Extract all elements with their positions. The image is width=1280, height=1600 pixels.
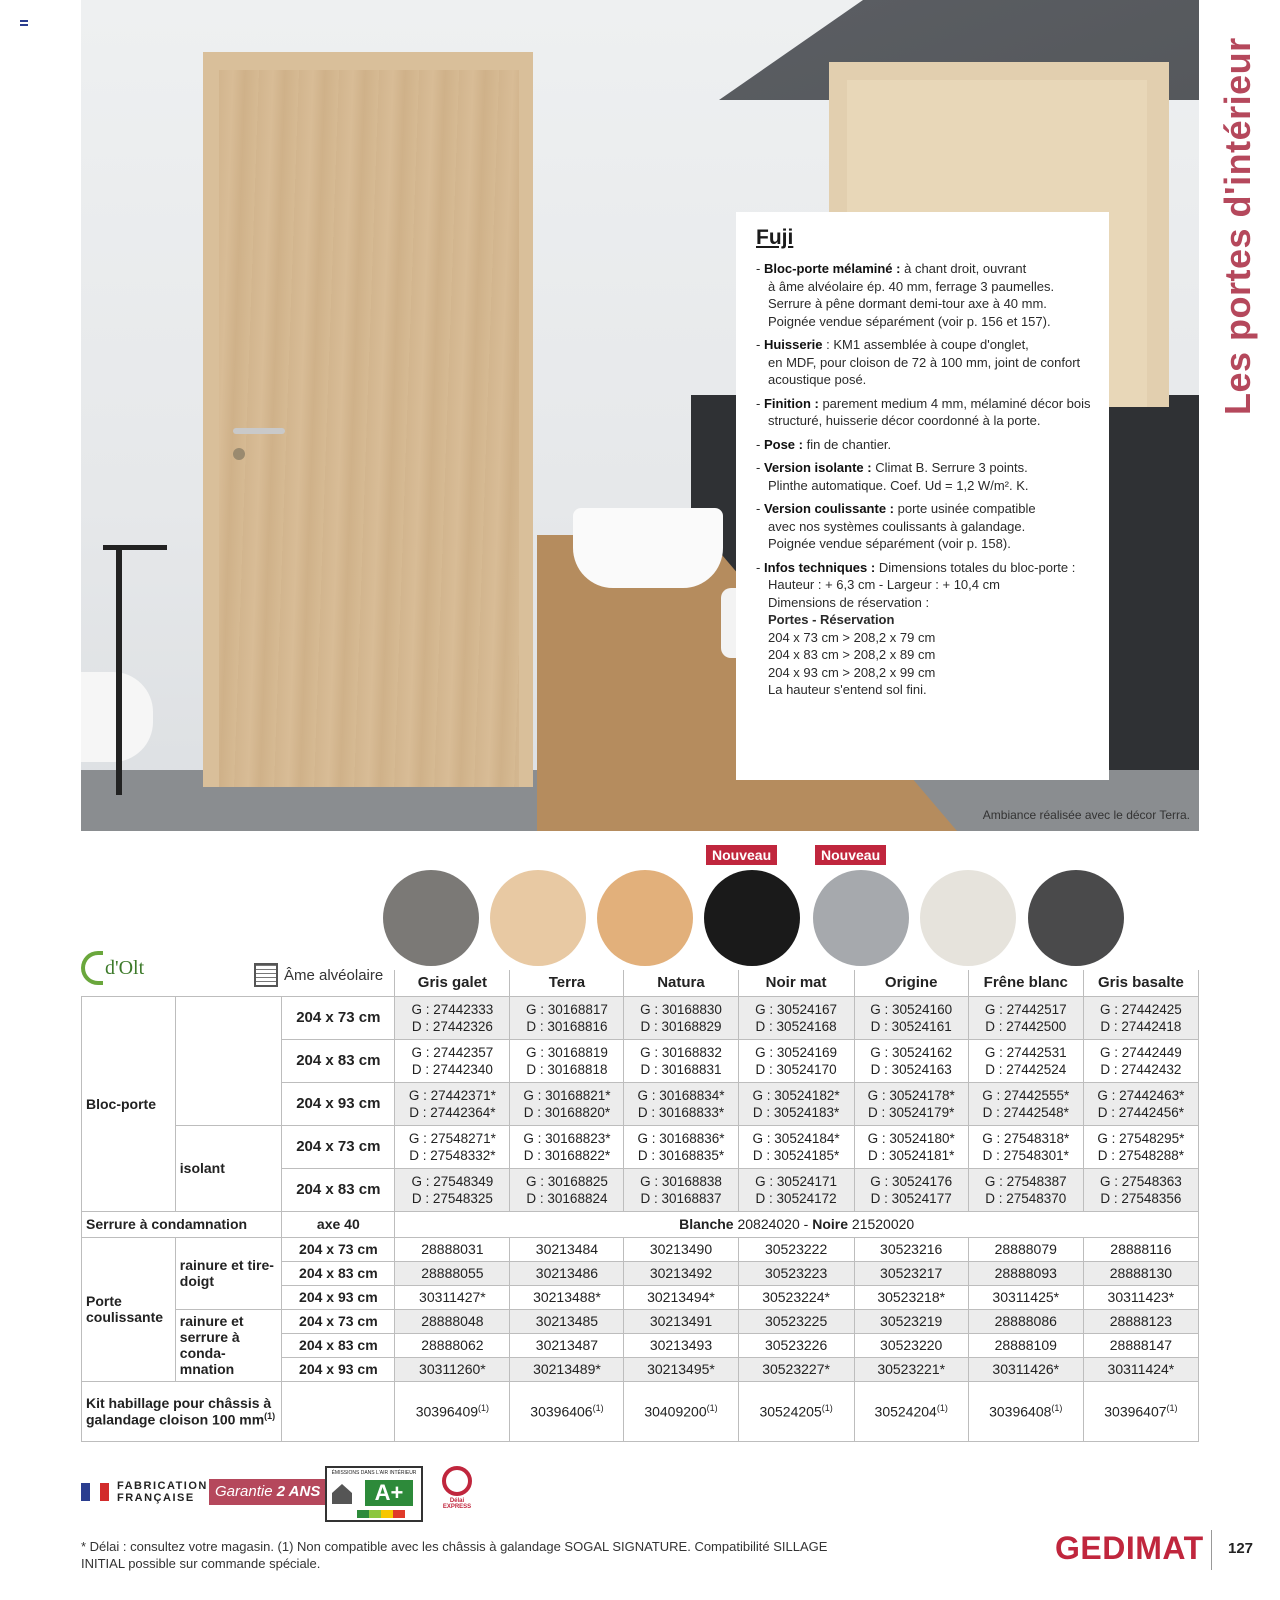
- reference-cell: 28888116: [1083, 1237, 1198, 1261]
- reference-cell: G : 27548387 D : 27548370: [968, 1168, 1083, 1211]
- nouveau-badge: Nouveau: [815, 845, 886, 865]
- table-row: [82, 996, 1199, 1039]
- reference-cell: 30311426*: [968, 1357, 1083, 1381]
- reference-cell: G : 30524178* D : 30524179*: [854, 1082, 968, 1125]
- swatch-frêne-blanc: [920, 870, 1016, 966]
- reference-cell: G : 30524180* D : 30524181*: [854, 1125, 968, 1168]
- reference-cell: 30213487: [510, 1333, 624, 1357]
- porte-coulissante-label: Porte coulissante: [82, 1237, 176, 1381]
- feature-item: - Huisserie : KM1 assemblée à coupe d'onglet, en MDF, pour cloison de 72 à 100 mm, joint de confort acoustique posé.: [756, 337, 1081, 387]
- reference-cell: 30213493: [624, 1333, 738, 1357]
- reference-cell: 30213492: [624, 1261, 738, 1285]
- dimension-cell: 204 x 83 cm: [282, 1168, 395, 1211]
- reference-cell: 30396407$^{(1)}$: [1083, 1381, 1198, 1441]
- reference-cell: G : 30524176 D : 30524177: [854, 1168, 968, 1211]
- reference-cell: G : 27442425 D : 27442418: [1083, 996, 1198, 1039]
- reference-cell: 30523223: [738, 1261, 854, 1285]
- reservation-line: 204 x 93 cm > 208,2 x 99 cm: [768, 664, 936, 680]
- reference-cell: G : 30168821* D : 30168820*: [510, 1082, 624, 1125]
- serrure-codes: Blanche 20824020 - Noire 21520020: [395, 1211, 1199, 1237]
- reference-cell: G : 30168823* D : 30168822*: [510, 1125, 624, 1168]
- rainure-serrure-label: rainure et serrure à conda-mnation: [175, 1309, 282, 1381]
- delai-express-badge: Délai EXPRESS: [441, 1466, 473, 1510]
- reference-cell: 30311423*: [1083, 1285, 1198, 1309]
- dimension-cell: 204 x 83 cm: [282, 1039, 395, 1082]
- reference-cell: 30523217: [854, 1261, 968, 1285]
- reference-cell: G : 27442555* D : 27442548*: [968, 1082, 1083, 1125]
- reference-cell: 30311424*: [1083, 1357, 1198, 1381]
- reference-cell: 30213486: [510, 1261, 624, 1285]
- feature-item: - Version coulissante : porte usinée compatible avec nos systèmes coulissants à galandage. Poignée vendue séparément (voir p. 158).: [756, 501, 1036, 551]
- reference-cell: 30523222: [738, 1237, 854, 1261]
- reference-cell: 28888048: [395, 1309, 510, 1333]
- reference-cell: G : 27548363 D : 27548356: [1083, 1168, 1198, 1211]
- reference-cell: 30311260*: [395, 1357, 510, 1381]
- table-row: [82, 1125, 1199, 1168]
- dimension-cell: 204 x 83 cm: [282, 1333, 395, 1357]
- reference-cell: G : 27548295* D : 27548288*: [1083, 1125, 1198, 1168]
- axe-cell: axe 40: [282, 1211, 395, 1237]
- reference-cell: 30213484: [510, 1237, 624, 1261]
- reference-cell: 30311425*: [968, 1285, 1083, 1309]
- french-flag-icon: [81, 1483, 109, 1501]
- reference-cell: G : 30524171 D : 30524172: [738, 1168, 854, 1211]
- swatch-natura: [597, 870, 693, 966]
- fabrication-francaise: FABRICATION FRANÇAISE: [81, 1480, 208, 1504]
- footnote: * Délai : consultez votre magasin. (1) Non compatible avec les châssis à galandage SOGAL SIGNATURE. Compatibilité SILLAGE INITIAL possible sur commande spéciale.: [81, 1539, 828, 1571]
- swatch-noir-mat: [704, 870, 800, 966]
- reference-cell: 30213488*: [510, 1285, 624, 1309]
- reference-cell: 30409200$^{(1)}$: [624, 1381, 738, 1441]
- reference-cell: 30213494*: [624, 1285, 738, 1309]
- dimension-cell: 204 x 93 cm: [282, 1357, 395, 1381]
- reference-cell: G : 30524167 D : 30524168: [738, 996, 854, 1039]
- reference-cell: G : 30168817 D : 30168816: [510, 996, 624, 1039]
- dimension-cell: 204 x 93 cm: [282, 1285, 395, 1309]
- ame-alveolaire-legend: Âme alvéolaire: [254, 963, 383, 987]
- product-name: Fuji: [756, 226, 794, 249]
- reference-cell: 28888093: [968, 1261, 1083, 1285]
- photo-caption: Ambiance réalisée avec le décor Terra.: [982, 808, 1190, 822]
- page-separator: [1211, 1530, 1212, 1570]
- reference-cell: G : 30168838 D : 30168837: [624, 1168, 738, 1211]
- section-title: Les portes d'intérieur: [1217, 37, 1258, 415]
- reference-cell: 28888031: [395, 1237, 510, 1261]
- reference-cell: 28888062: [395, 1333, 510, 1357]
- reference-table: [81, 970, 1199, 1442]
- reference-cell: G : 27442449 D : 27442432: [1083, 1039, 1198, 1082]
- flag-mark-icon: [20, 20, 28, 26]
- reference-cell: G : 27442517 D : 27442500: [968, 996, 1083, 1039]
- emission-scale: [357, 1510, 405, 1518]
- reference-cell: G : 27548318* D : 27548301*: [968, 1125, 1083, 1168]
- dimension-cell: 204 x 83 cm: [282, 1261, 395, 1285]
- reference-cell: G : 30168834* D : 30168833*: [624, 1082, 738, 1125]
- reference-cell: 30213485: [510, 1309, 624, 1333]
- reference-cell: G : 27442357 D : 27442340: [395, 1039, 510, 1082]
- reference-cell: G : 30168819 D : 30168818: [510, 1039, 624, 1082]
- reference-cell: 28888123: [1083, 1309, 1198, 1333]
- gedimat-logo: GEDIMAT: [1055, 1530, 1204, 1566]
- dimension-cell: 204 x 73 cm: [282, 1125, 395, 1168]
- reference-cell: 30213491: [624, 1309, 738, 1333]
- reference-cell: G : 27442531 D : 27442524: [968, 1039, 1083, 1082]
- garantie-badge: Garantie 2 ANS: [209, 1479, 326, 1505]
- reference-cell: G : 27548349 D : 27548325: [395, 1168, 510, 1211]
- table-row: [82, 1211, 1199, 1237]
- brand-logo: d'Olt: [81, 948, 161, 988]
- reference-cell: G : 30168836* D : 30168835*: [624, 1125, 738, 1168]
- decor-header: Noir mat: [738, 970, 854, 996]
- reference-cell: 30396408$^{(1)}$: [968, 1381, 1083, 1441]
- reference-cell: 30523218*: [854, 1285, 968, 1309]
- keyhole: [233, 448, 245, 460]
- reference-cell: 30396406$^{(1)}$: [510, 1381, 624, 1441]
- product-info-box: [736, 212, 1109, 780]
- nouveau-badge: Nouveau: [706, 845, 777, 865]
- reference-cell: 28888086: [968, 1309, 1083, 1333]
- reference-cell: G : 30524162 D : 30524163: [854, 1039, 968, 1082]
- isolant-label: isolant: [175, 1125, 282, 1211]
- reference-cell: 30523224*: [738, 1285, 854, 1309]
- reference-cell: 30523227*: [738, 1357, 854, 1381]
- swatch-origine: [813, 870, 909, 966]
- feature-item: - Finition : parement medium 4 mm, mélaminé décor bois structuré, huisserie décor coordonné à la porte.: [756, 395, 1091, 428]
- reference-cell: 28888079: [968, 1237, 1083, 1261]
- swatch-gris-galet: [383, 870, 479, 966]
- decor-header: Natura: [624, 970, 738, 996]
- reference-cell: G : 27548271* D : 27548332*: [395, 1125, 510, 1168]
- reservation-line: 204 x 73 cm > 208,2 x 79 cm: [768, 629, 936, 645]
- reference-cell: 28888130: [1083, 1261, 1198, 1285]
- swatch-terra: [490, 870, 586, 966]
- reference-cell: G : 27442463* D : 27442456*: [1083, 1082, 1198, 1125]
- reference-cell: 30213495*: [624, 1357, 738, 1381]
- reference-cell: G : 30524169 D : 30524170: [738, 1039, 854, 1082]
- kit-label: Kit habillage pour châssis à galandage cloison 100 $mm^{(1)}$: [82, 1381, 282, 1441]
- reference-cell: G : 30168830 D : 30168829: [624, 996, 738, 1039]
- reference-cell: G : 27442371* D : 27442364*: [395, 1082, 510, 1125]
- reference-cell: 30523221*: [854, 1357, 968, 1381]
- reference-cell: 30213490: [624, 1237, 738, 1261]
- table-row: [82, 1237, 1199, 1261]
- bloc-porte-label: Bloc-porte: [82, 996, 176, 1211]
- reference-cell: 30396409$^{(1)}$: [395, 1381, 510, 1441]
- decor-header: Frêne blanc: [968, 970, 1083, 996]
- reference-cell: 30524205$^{(1)}$: [738, 1381, 854, 1441]
- decor-header: Gris galet: [395, 970, 510, 996]
- reference-cell: 30213489*: [510, 1357, 624, 1381]
- reference-cell: G : 27442333 D : 27442326: [395, 996, 510, 1039]
- house-icon: [332, 1484, 352, 1504]
- decor-header: Gris basalte: [1083, 970, 1198, 996]
- reference-cell: G : 30168825 D : 30168824: [510, 1168, 624, 1211]
- reference-cell: G : 30524160 D : 30524161: [854, 996, 968, 1039]
- reference-cell: G : 30524182* D : 30524183*: [738, 1082, 854, 1125]
- reference-cell: 30523226: [738, 1333, 854, 1357]
- decor-header: Terra: [510, 970, 624, 996]
- reference-cell: 28888055: [395, 1261, 510, 1285]
- serrure-label: Serrure à condamnation: [82, 1211, 282, 1237]
- dimension-cell: 204 x 73 cm: [282, 1309, 395, 1333]
- feature-item: - Bloc-porte mélaminé : à chant droit, ouvrant à âme alvéolaire ép. 40 mm, ferrage 3 paumelles. Serrure à pêne dormant demi-tour axe à 40 mm. Poignée vendue séparément (voir p. 156 et 157).: [756, 261, 1055, 329]
- table-row: [82, 1381, 1199, 1441]
- reference-cell: 30523225: [738, 1309, 854, 1333]
- reservation-line: La hauteur s'entend sol fini.: [768, 682, 927, 697]
- feature-item: - Infos techniques : Dimensions totales du bloc-porte : Hauteur : + 6,3 cm - Largeur : + 10,4 cm Dimensions de réservation : Portes - Réservation 204 x 73 cm > 208,2 x 79 cm 204 x 83 cm > 208,2 x 89 cm 204 x 93 cm > 208,2 x 99 cm La hauteur s'entend sol fini.: [756, 559, 1097, 699]
- reference-cell: G : 30524184* D : 30524185*: [738, 1125, 854, 1168]
- emission-label: ÉMISSIONS DANS L'AIR INTÉRIEUR A+: [325, 1466, 423, 1522]
- clock-icon: [442, 1466, 472, 1496]
- dimension-cell: 204 x 73 cm: [282, 996, 395, 1039]
- reference-cell: 30523220: [854, 1333, 968, 1357]
- feature-item: - Version isolante : Climat B. Serrure 3 points. Plinthe automatique. Coef. Ud = 1,2 W/m². K.: [756, 460, 1029, 493]
- dimension-cell: 204 x 93 cm: [282, 1082, 395, 1125]
- reference-cell: 30523219: [854, 1309, 968, 1333]
- dimension-cell: 204 x 73 cm: [282, 1237, 395, 1261]
- feature-item: - Pose : fin de chantier.: [756, 436, 892, 452]
- reference-cell: 30311427*: [395, 1285, 510, 1309]
- reference-cell: 28888109: [968, 1333, 1083, 1357]
- reference-cell: 28888147: [1083, 1333, 1198, 1357]
- reference-cell: 30523216: [854, 1237, 968, 1261]
- door-handle: [233, 428, 285, 434]
- rainure-tire-doigt-label: rainure et tire-doigt: [175, 1237, 282, 1309]
- reference-cell: 30524204$^{(1)}$: [854, 1381, 968, 1441]
- page-number: 127: [1228, 1540, 1254, 1557]
- reservation-line: 204 x 83 cm > 208,2 x 89 cm: [768, 647, 936, 662]
- decor-header: Origine: [854, 970, 968, 996]
- swatch-gris-basalte: [1028, 870, 1124, 966]
- reference-cell: G : 30168832 D : 30168831: [624, 1039, 738, 1082]
- table-row: [82, 1309, 1199, 1333]
- reservation-header: Portes - Réservation: [768, 612, 895, 627]
